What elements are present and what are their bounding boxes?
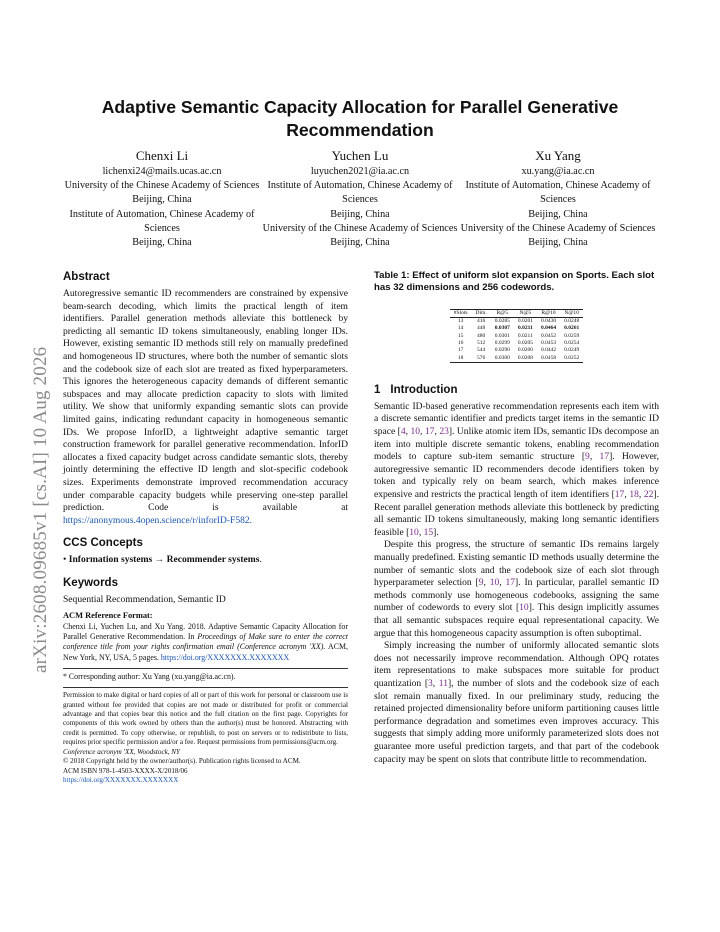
intro-text: Simply increasing the number of uniformly allocated semantic slots does not necessarily improve recommendation. Although OPQ rotates item representations to make subspaces more suitable for product quantization [ [374,640,659,689]
intro-text: , [483,577,490,589]
table-cell: 0.0259 [564,332,580,339]
acm-reference-text [63,622,348,663]
table-row [450,325,583,332]
table-cell: 0.0464 [540,325,557,332]
table-cell: 0.0211 [517,325,533,332]
conference-text: Conference acronym 'XX, Woodstock, NY [63,747,180,756]
author-location: Beijing, China [330,237,390,249]
citation-link[interactable]: 18 [629,489,639,501]
abstract-text [63,288,348,527]
citation-link[interactable]: 9 [585,451,590,463]
left-column [63,270,348,785]
citation-link[interactable]: 3 [428,677,433,689]
acm-ref-doi-link[interactable]: https://doi.org/XXXXXXX.XXXXXXX [160,652,290,662]
author-email: lichenxi24@mails.ucas.ac.cn [102,166,222,177]
citation-link[interactable]: 17 [505,577,516,589]
table-cell: 0.0205 [517,340,533,346]
table-caption: Table 1: Effect of uniform slot expansion on Sports. Each slot has 32 dimensions and 256 codewords. [374,270,655,294]
keywords-heading: Keywords [63,576,118,589]
acm-ref-a: Chenxi Li, Yuchen Lu, and Xu Yang. 2018. Adaptive Semantic Capacity Allocation for Parallel Generative Recommendation. In [63,621,348,642]
intro-text: ]. In particular, parallel semantic ID methods commonly use homogeneous codebooks, assigning the same number of codewords to every slot [ [374,577,659,614]
conference-line [63,748,348,757]
table-cell: 0.0307 [494,325,510,332]
table-header: N@10 [564,309,579,316]
table-cell: 0.0290 [494,347,510,354]
author-name: Xu Yang [535,148,581,163]
table-cell: 0.0453 [540,340,557,346]
table-cell: 544 [477,347,486,354]
table-header: R@5 [496,309,508,316]
table-cell: 0.0442 [540,347,557,354]
abstract-heading: Abstract [63,271,110,283]
ccs-period: . [259,554,262,566]
section-title: Introduction [390,383,458,396]
table-cell: 576 [477,354,486,361]
table-cell: 14 [457,325,464,332]
table-cell: 0.0458 [540,354,557,361]
code-link[interactable]: https://anonymous.4open.science/r/inforID-F582. [63,514,253,526]
citation-link[interactable]: 22 [643,489,654,501]
table-cell: 416 [477,318,486,325]
table-cell: 0.0430 [540,318,557,325]
table-row [450,355,583,363]
section-number: 1 [374,383,381,396]
intro-text: ]. Unlike atomic item IDs, semantic IDs decompose an item into multiple discrete semantic tokens, enabling recommendation models to capture sub-item semantic structure [ [374,426,659,463]
author-3 [459,147,657,250]
citation-link[interactable]: 15 [423,526,434,538]
footnote-doi-link[interactable]: https://doi.org/XXXXXXX.XXXXXXX [63,775,179,784]
intro-text: , [638,489,644,501]
table-cell: 0.0452 [540,332,557,339]
author-affiliation: Institute of Automation, Chinese Academy of Sciences [69,208,255,234]
introduction-heading [374,383,659,397]
author-2 [261,147,459,250]
table-header: N@5 [519,309,532,316]
corresponding-footnote: * Corresponding author: Xu Yang (xu.yang@ia.ac.cn). [63,671,236,681]
keywords-text: Sequential Recommendation, Semantic ID [63,593,226,605]
intro-paragraph-1 [374,401,659,540]
right-column [374,270,659,766]
author-location: Beijing, China [132,194,192,206]
table-cell: 0.0248 [564,318,580,325]
author-location: Beijing, China [132,237,192,249]
intro-text: , [405,426,411,438]
intro-text: ]. This design implicitly assumes that all semantic subspaces require equal representational capacity. We argue that this homogeneous capacity assumption is often suboptimal. [374,602,659,639]
acm-ref-b: ACM, New York, NY, USA, 5 pages. [63,642,348,662]
permission-footnote [63,691,348,785]
intro-paragraph-2 [374,539,659,640]
author-name: Chenxi Li [135,148,189,163]
copyright-line: © 2018 Copyright held by the owner/author(s). Publication rights licensed to ACM. [63,757,301,766]
author-location: Beijing, China [528,208,588,220]
abstract-body: Autoregressive semantic ID recommenders are constrained by expensive beam-search decoding, which limits the practical length of item identifiers. Parallel generation methods alleviate this bottleneck by predicting all semantic ID tokens simultaneously, enabling longer IDs. However, existing semantic ID methods still rely on manually predefined and homogeneous ID structures, where both the number of semantic slots and the codebook size of each slot are treated as fixed hyperparameters. This ignores the heterogeneous capacity demands of different semantic subspaces and may allocate prediction capacity to slots with limited utility. We show that uniformly expanding semantic slots can provide limited gains, indicating redundant capacity in homogeneous semantic IDs. We propose InforID, a lightweight adaptive semantic target construction framework for parallel generative recommendation. InforID allocates a fixed capacity budget across candidate semantic slots, thereby jointly determining the effective ID length and slot-specific codebook sizes. Experiments demonstrate improved recommendation accuracy under comparable capacity budgets while preserving one-step parallel prediction. Code is available at [63,288,348,514]
intro-text: , [420,426,425,438]
table-cell: 0.0249 [564,347,580,354]
table-cell: 16 [457,340,464,346]
table-header: R@10 [541,309,556,316]
table-cell: 512 [477,340,486,346]
introduction-section [374,383,659,766]
citation-link[interactable]: 23 [439,426,449,438]
table-row [450,347,583,354]
citation-link[interactable]: 17 [614,489,625,501]
author-affiliation: Institute of Automation, Chinese Academy of Sciences [267,180,453,206]
intro-text: ]. Recent parallel generation methods alleviate this bottleneck by predicting all semantic ID tokens simultaneously, making long semantic identifiers feasible [ [374,489,659,538]
citation-link[interactable]: 17 [424,426,435,438]
table-cell: 13 [457,318,464,325]
author-location: Beijing, China [528,237,588,249]
author-1 [63,147,261,250]
table-cell: 0.0200 [517,347,533,354]
author-affiliation: Institute of Automation, Chinese Academy of Sciences [465,180,651,206]
table-body [450,318,583,363]
table-row [450,333,583,340]
intro-text: , [589,451,600,463]
table-cell: 18 [457,354,464,361]
ccs-heading: CCS Concepts [63,537,143,550]
permission-text: Permission to make digital or hard copies of all or part of this work for personal or classroom use is granted without fee provided that copies are not made or distributed for profit or commercial advantage and that copies bear this notice and the full citation on the first page. Copyrights for components of this work owned by others than the author(s) must be honored. Abstracting with credit is permitted. To copy otherwise, or republish, to post on servers or to redistribute to lists, requires prior specific permission and/or a fee. Request permissions from permissions@acm.org. [63,691,348,747]
ccs-text [63,554,348,567]
intro-text: , [434,426,440,438]
citation-link[interactable]: 4 [400,426,406,438]
intro-text: , [418,526,424,538]
author-location: Beijing, China [330,208,390,220]
intro-paragraph-3 [374,640,659,766]
table-cell: 0.0261 [564,325,580,332]
intro-text: , [432,677,439,689]
paper-title: Adaptive Semantic Capacity Allocation for Parallel Generative Recommendation [101,97,619,140]
table-row [450,340,583,347]
ccs-bullet: • [63,554,67,566]
intro-text: ]. However, autoregressive semantic ID recommenders decode identifiers token by token and typically rely on beam search, which makes inference expensive and restricts the practical length of item identifiers [ [374,451,659,501]
table-cell: 0.0299 [494,340,510,346]
author-affiliation: University of the Chinese Academy of Sciences [460,222,656,234]
citation-link[interactable]: 10 [409,526,419,538]
isbn-line: ACM ISBN 978-1-4503-XXXX-X/2018/06 [63,766,188,775]
intro-text: Semantic ID-based generative recommendation represents each item with a discrete semantic identifier and predicts target items in the semantic ID space [ [374,400,659,438]
table-cell: 0.0254 [564,340,580,346]
citation-link[interactable]: 11 [438,677,448,689]
arxiv-stamp: arXiv:2608.09685v1 [cs.AI] 10 Aug 2026 [30,346,51,673]
keywords-section [63,576,348,607]
author-name: Yuchen Lu [331,148,389,163]
citation-link[interactable]: 9 [478,577,484,589]
intro-text: Despite this progress, the structure of semantic IDs remains largely manually predefined. Existing semantic ID methods usually determine the number of semantic slots and the codebook size of each slot through hyperparameter selection [ [374,539,659,589]
author-block [63,147,657,250]
table-cell: 480 [477,332,486,339]
acm-ref-proceedings: Proceedings of Make sure to enter the correct conference title from your rights confirmation email (Conference acronym 'XX). [63,632,348,652]
table-cell: 0.0301 [494,332,510,339]
citation-link[interactable]: 17 [599,451,610,463]
table-cell: 0.0208 [517,354,533,361]
table-cell: 17 [457,347,464,354]
intro-text: ], the number of slots and the codebook size of each slot remain manually fixed. In our preliminary study, reducing the retained projected dimensionality before uniform partitioning causes little performance degradation and sometimes even improves accuracy. This suggests that simply adding more uniformly parameterized slots does not guarantee more useful prediction targets, and that part of the codebook capacity may be spent on slots that contribute little to recommendation. [374,677,659,765]
footnote-rule-2 [63,687,348,688]
author-email: luyuchen2021@ia.ac.cn [310,166,410,177]
ccs-concept: Information systems → Recommender systems [68,554,260,566]
author-email: xu.yang@ia.ac.cn [521,166,595,177]
citation-link[interactable]: 10 [519,602,529,614]
citation-link[interactable]: 10 [410,426,421,438]
ccs-section [63,536,348,567]
acm-reference [63,611,348,662]
abstract-section [63,270,348,527]
acm-reference-label: ACM Reference Format: [63,611,153,621]
author-affiliation: University of the Chinese Academy of Sciences [262,222,458,234]
table-cell: 448 [477,325,486,332]
footnote-rule [63,668,348,669]
table-header: #Slots [453,309,468,316]
intro-text: , [624,489,630,501]
table-cell: 0.0300 [494,354,510,361]
table-cell: 0.0201 [517,318,533,325]
table-row [450,318,583,326]
author-affiliation: University of the Chinese Academy of Sciences [64,180,260,192]
table-header: Dim. [475,309,487,316]
citation-link[interactable]: 10 [489,577,500,589]
table-cell: 0.0285 [494,318,510,325]
intro-text: ]. [433,526,439,538]
table-cell: 15 [457,332,464,339]
table-cell: 0.0252 [564,354,580,361]
table-header-row [450,309,583,317]
intro-text: , [499,577,506,589]
table-cell: 0.0211 [517,332,533,339]
results-table [450,309,583,363]
